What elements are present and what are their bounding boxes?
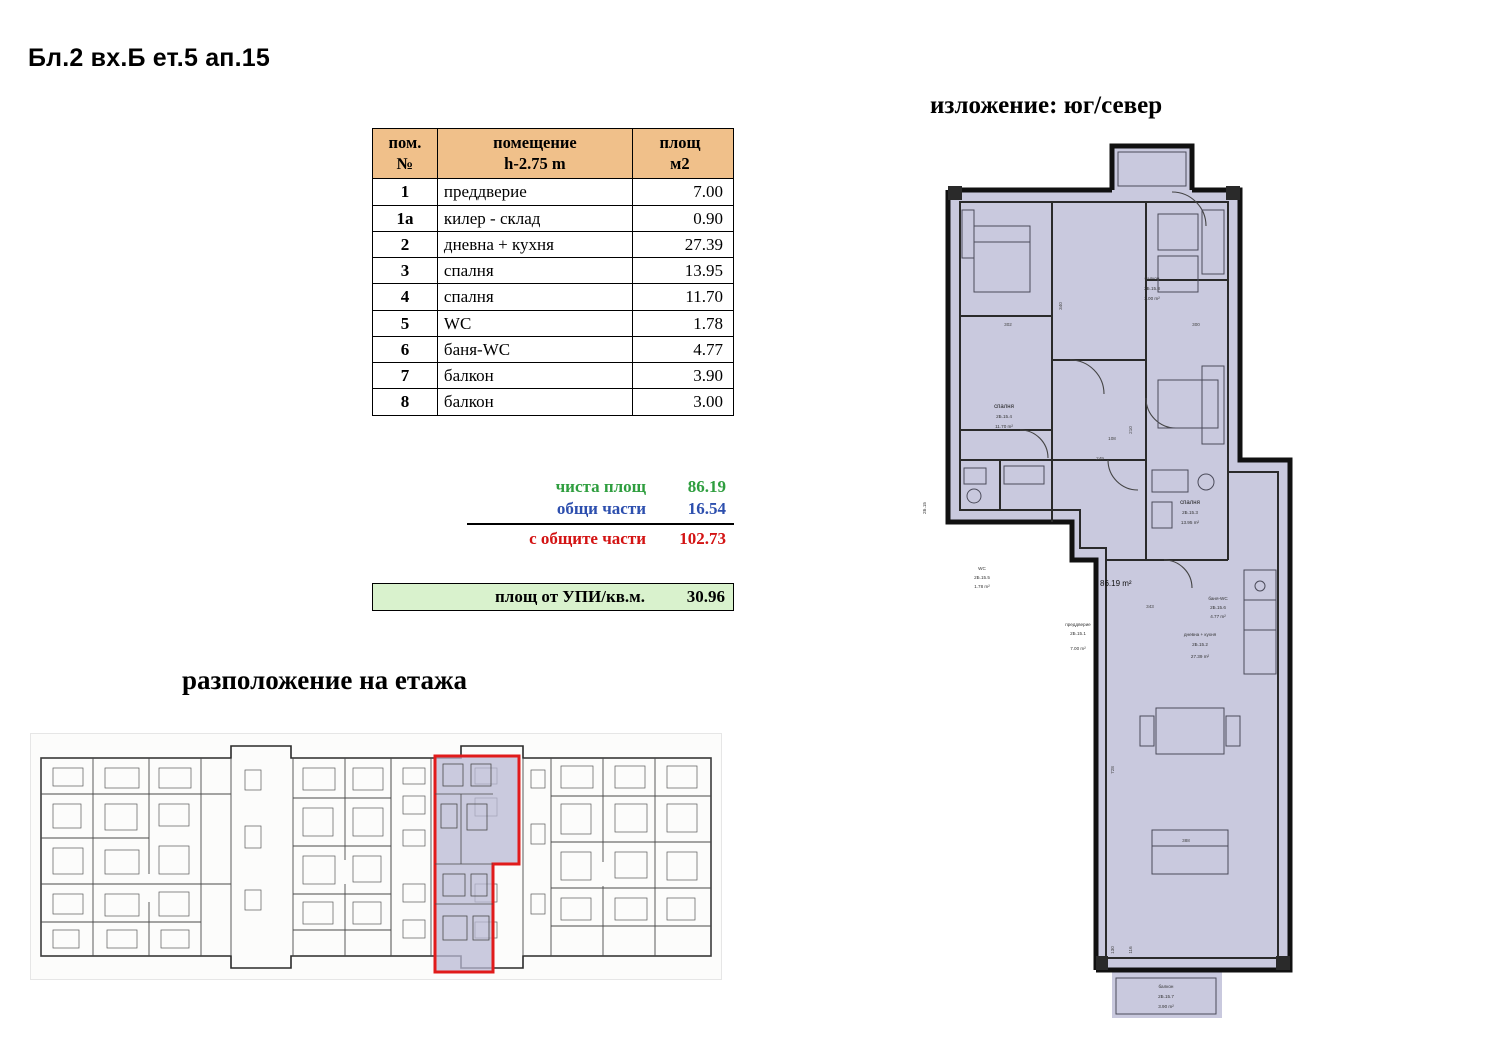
cell-room-name: спалня — [437, 284, 632, 310]
cell-room-area: 11.70 — [632, 284, 733, 310]
total-net — [372, 476, 734, 498]
label-bedroom-left-name: спалня — [994, 404, 1014, 410]
svg-text:302: 302 — [1004, 322, 1012, 327]
label-bedroom-right-code: 2Б.15.3 — [1182, 510, 1198, 515]
cell-room-name: WC — [437, 310, 632, 336]
cell-room-name: дневна + кухня — [437, 231, 632, 257]
total-with-common — [372, 528, 734, 550]
cell-room-name: баня-WC — [437, 336, 632, 362]
th-room — [437, 129, 632, 179]
cell-room-number: 1а — [373, 205, 438, 231]
svg-text:116: 116 — [1128, 946, 1133, 954]
cell-room-number: 5 — [373, 310, 438, 336]
page-title: Бл.2 вх.Б ет.5 ап.15 — [28, 44, 270, 72]
cell-room-area: 3.90 — [632, 363, 733, 389]
cell-room-number: 1 — [373, 179, 438, 205]
label-hall-area: 7.00 m² — [1070, 646, 1086, 651]
cell-room-name: килер - склад — [437, 205, 632, 231]
label-bedroom-right-area: 13.95 m² — [1180, 520, 1200, 525]
cell-room-name: преддверие — [437, 179, 632, 205]
svg-text:343: 343 — [1146, 604, 1154, 609]
total-common-label: общи части — [556, 499, 646, 518]
table-row — [373, 336, 734, 362]
th-number-line1: пом. — [388, 133, 422, 152]
label-bath-name: баня-WC — [1208, 596, 1228, 601]
apartment-floor-plan — [900, 130, 1320, 1030]
th-area-line2: м2 — [670, 153, 690, 173]
label-bedroom-left-area: 11.70 m² — [995, 424, 1013, 429]
table-row — [373, 205, 734, 231]
totals-divider — [467, 523, 734, 525]
table-row — [373, 284, 734, 310]
label-living-name2: дневна + кухня — [1183, 632, 1217, 637]
cell-room-area: 7.00 — [632, 179, 733, 205]
th-room-line1: помещение — [493, 133, 577, 152]
svg-text:108: 108 — [1108, 436, 1116, 441]
label-balcony-top-area: 3.00 m² — [1144, 296, 1160, 301]
table-header-row — [373, 129, 734, 179]
table-body — [373, 179, 734, 415]
th-number-line2: № — [396, 153, 414, 173]
table-row — [373, 231, 734, 257]
label-wc-area: 1.78 m² — [974, 584, 990, 589]
table-row — [373, 179, 734, 205]
label-balcony-top-name: балкон — [1144, 276, 1160, 281]
label-living-code: 2Б.15.2 — [1192, 642, 1208, 647]
total-common — [372, 498, 734, 520]
room-table — [372, 128, 734, 416]
label-wc-name: WC — [978, 566, 986, 571]
svg-text:388: 388 — [1182, 838, 1190, 843]
th-area — [632, 129, 733, 179]
cell-room-number: 6 — [373, 336, 438, 362]
label-hall-name: преддверие — [1065, 622, 1091, 627]
floor-layout-heading: разположение на етажа — [182, 665, 468, 695]
cell-room-area: 27.39 — [632, 231, 733, 257]
upi-label: площ от УПИ/кв.м. — [494, 587, 645, 606]
totals-block — [372, 476, 734, 550]
label-bedroom-right-name: спалня — [1180, 500, 1200, 506]
table-header — [373, 129, 734, 179]
cell-room-number: 8 — [373, 389, 438, 415]
total-with-common-label: с общите части — [529, 529, 646, 548]
label-bath-area: 4.77 m² — [1210, 614, 1226, 619]
total-net-label: чиста площ — [555, 477, 646, 496]
cell-room-name: балкон — [437, 389, 632, 415]
total-with-common-value: 102.73 — [679, 529, 726, 548]
svg-text:728: 728 — [1110, 766, 1115, 774]
th-number — [373, 129, 438, 179]
table-row — [373, 363, 734, 389]
cell-room-number: 4 — [373, 284, 438, 310]
upi-area-box — [372, 583, 734, 611]
label-balcony-bottom-area: 3.90 m² — [1158, 1004, 1174, 1009]
label-bedroom-left-code: 2Б.15.4 — [996, 414, 1012, 419]
room-schedule — [372, 128, 734, 416]
label-bath-code: 2Б.15.6 — [1210, 605, 1226, 610]
exposure-heading: изложение: юг/север — [930, 92, 1163, 119]
upi-value: 30.96 — [686, 587, 725, 606]
label-side-code: 2Б.15 — [922, 502, 927, 514]
cell-room-name: спалня — [437, 258, 632, 284]
cell-room-name: балкон — [437, 363, 632, 389]
label-hall-code: 2Б.15.1 — [1070, 631, 1086, 636]
cell-room-area: 1.78 — [632, 310, 733, 336]
label-balcony-top-code: 2Б.15.8 — [1144, 286, 1160, 291]
cell-room-area: 13.95 — [632, 258, 733, 284]
svg-text:249: 249 — [1096, 456, 1104, 461]
label-living-area: 27.39 m² — [1190, 654, 1210, 659]
th-room-line2: h-2.75 m — [504, 153, 566, 173]
svg-text:300: 300 — [1192, 322, 1200, 327]
th-area-line1: площ — [659, 133, 701, 152]
label-net-area: 86.19 m² — [1100, 579, 1132, 588]
cell-room-area: 4.77 — [632, 336, 733, 362]
total-common-value: 16.54 — [687, 499, 726, 518]
svg-text:340: 340 — [1058, 302, 1063, 310]
cell-room-area: 0.90 — [632, 205, 733, 231]
label-balcony-bottom-name: балкон — [1158, 984, 1174, 989]
cell-room-area: 3.00 — [632, 389, 733, 415]
cell-room-number: 2 — [373, 231, 438, 257]
svg-text:130: 130 — [1110, 946, 1115, 954]
label-wc-code: 2Б.15.5 — [974, 575, 990, 580]
svg-text:210: 210 — [1128, 426, 1133, 434]
total-net-value: 86.19 — [687, 477, 726, 496]
label-balcony-bottom-code: 2Б.15.7 — [1158, 994, 1174, 999]
table-row — [373, 310, 734, 336]
cell-room-number: 3 — [373, 258, 438, 284]
table-row — [373, 389, 734, 415]
cell-room-number: 7 — [373, 363, 438, 389]
table-row — [373, 258, 734, 284]
floor-layout-plan — [30, 733, 722, 980]
